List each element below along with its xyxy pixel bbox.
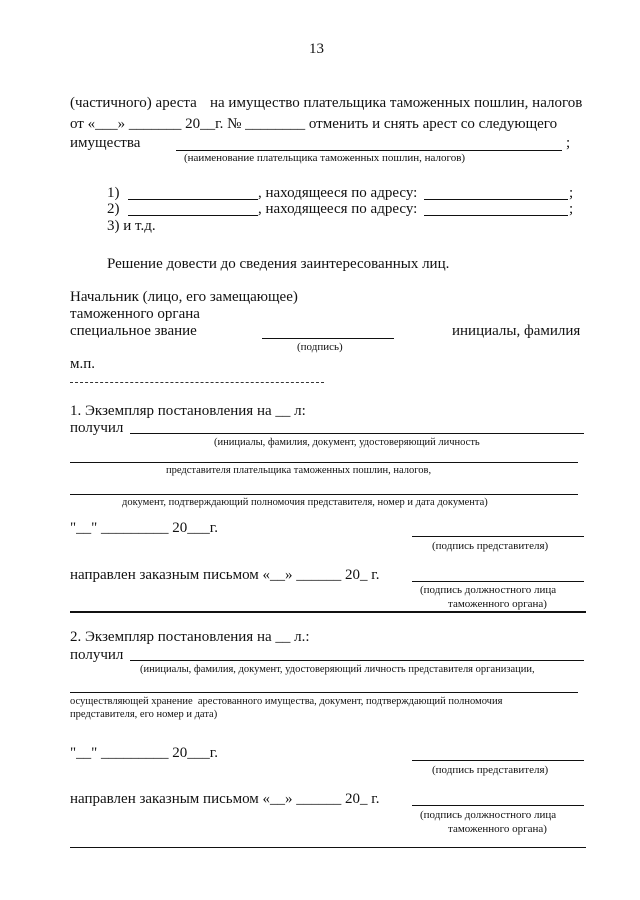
copy1-official-caption-1: (подпись должностного лица bbox=[420, 584, 557, 596]
initials-surname: инициалы, фамилия bbox=[452, 323, 581, 339]
copy2-received: получил bbox=[70, 647, 124, 663]
copy2-caption-2: осуществляющей хранение арестованного имущества, документ, подтверждающий полномочия bbox=[70, 696, 503, 707]
list-item-end: ; bbox=[569, 201, 574, 217]
intro-line2: от «___» _______ 20__г. № ________ отменить и снять арест со следующего bbox=[70, 116, 558, 132]
copy2-official-sign-line bbox=[412, 805, 584, 806]
copy2-rep-sign-line bbox=[412, 760, 584, 761]
copy2-date: "__" _________ 20___г. bbox=[70, 745, 218, 761]
list-item-text: , находящееся по адресу: bbox=[258, 201, 418, 217]
copy2-caption-3: представителя, его номер и дата) bbox=[70, 709, 218, 720]
copy2-caption-1: (инициалы, фамилия, документ, удостоверяющий личность представителя организации, bbox=[140, 664, 535, 675]
copy1-caption-3: документ, подтверждающий полномочия представителя, номер и дата документа) bbox=[122, 497, 488, 508]
copy2-rep-caption: (подпись представителя) bbox=[432, 764, 549, 776]
copy1-caption-1: (инициалы, фамилия, документ, удостоверяющий личность bbox=[214, 437, 480, 448]
address-line bbox=[424, 215, 568, 216]
copy1-title: 1. Экземпляр постановления на __ л: bbox=[70, 403, 306, 419]
list-etc: 3) и т.д. bbox=[107, 218, 156, 234]
decision-text: Решение довести до сведения заинтересованных лиц. bbox=[107, 256, 450, 272]
intro-line1-left: (частичного) ареста bbox=[70, 95, 197, 111]
cut-line bbox=[70, 382, 324, 383]
copy1-rep-caption: (подпись представителя) bbox=[432, 540, 549, 552]
special-rank: специальное звание bbox=[70, 323, 197, 339]
signature-caption: (подпись) bbox=[297, 341, 343, 353]
copy1-line-3 bbox=[70, 494, 578, 495]
list-item-number: 1) bbox=[107, 185, 120, 201]
copy1-line-2 bbox=[70, 462, 578, 463]
copy1-date: "__" _________ 20___г. bbox=[70, 520, 218, 536]
address-line bbox=[424, 199, 568, 200]
copy2-title: 2. Экземпляр постановления на __ л.: bbox=[70, 629, 310, 645]
payer-name-line bbox=[176, 150, 562, 151]
stamp-place: м.п. bbox=[70, 356, 96, 372]
list-item-text: , находящееся по адресу: bbox=[258, 185, 418, 201]
property-line bbox=[128, 215, 258, 216]
intro-line3-label: имущества bbox=[70, 135, 141, 151]
property-line bbox=[128, 199, 258, 200]
customs-authority: таможенного органа bbox=[70, 306, 200, 322]
copy1-official-caption-2: таможенного органа) bbox=[448, 598, 547, 610]
copy2-recipient-line bbox=[130, 660, 584, 661]
intro-line1-right: на имущество плательщика таможенных пошлин, налогов bbox=[210, 95, 583, 111]
copy1-official-sign-line bbox=[412, 581, 584, 582]
list-item-end: ; bbox=[569, 185, 574, 201]
chief-title: Начальник (лицо, его замещающее) bbox=[70, 289, 298, 305]
copy1-mail: направлен заказным письмом «__» ______ 20_ г. bbox=[70, 567, 380, 583]
copy1-rep-sign-line bbox=[412, 536, 584, 537]
section-divider bbox=[70, 611, 586, 613]
signature-line bbox=[262, 338, 394, 339]
copy1-received: получил bbox=[70, 420, 124, 436]
copy2-line-2 bbox=[70, 692, 578, 693]
copy2-official-caption-2: таможенного органа) bbox=[448, 823, 547, 835]
payer-name-caption: (наименование плательщика таможенных пошлин, налогов) bbox=[184, 152, 466, 164]
bottom-line bbox=[70, 847, 586, 848]
intro-line3-end: ; bbox=[566, 135, 571, 151]
copy1-recipient-line bbox=[130, 433, 584, 434]
copy2-mail: направлен заказным письмом «__» ______ 20_ г. bbox=[70, 791, 380, 807]
copy2-official-caption-1: (подпись должностного лица bbox=[420, 809, 557, 821]
page-number: 13 bbox=[309, 41, 324, 57]
copy1-caption-2: представителя плательщика таможенных пошлин, налогов, bbox=[166, 465, 432, 476]
list-item-number: 2) bbox=[107, 201, 120, 217]
